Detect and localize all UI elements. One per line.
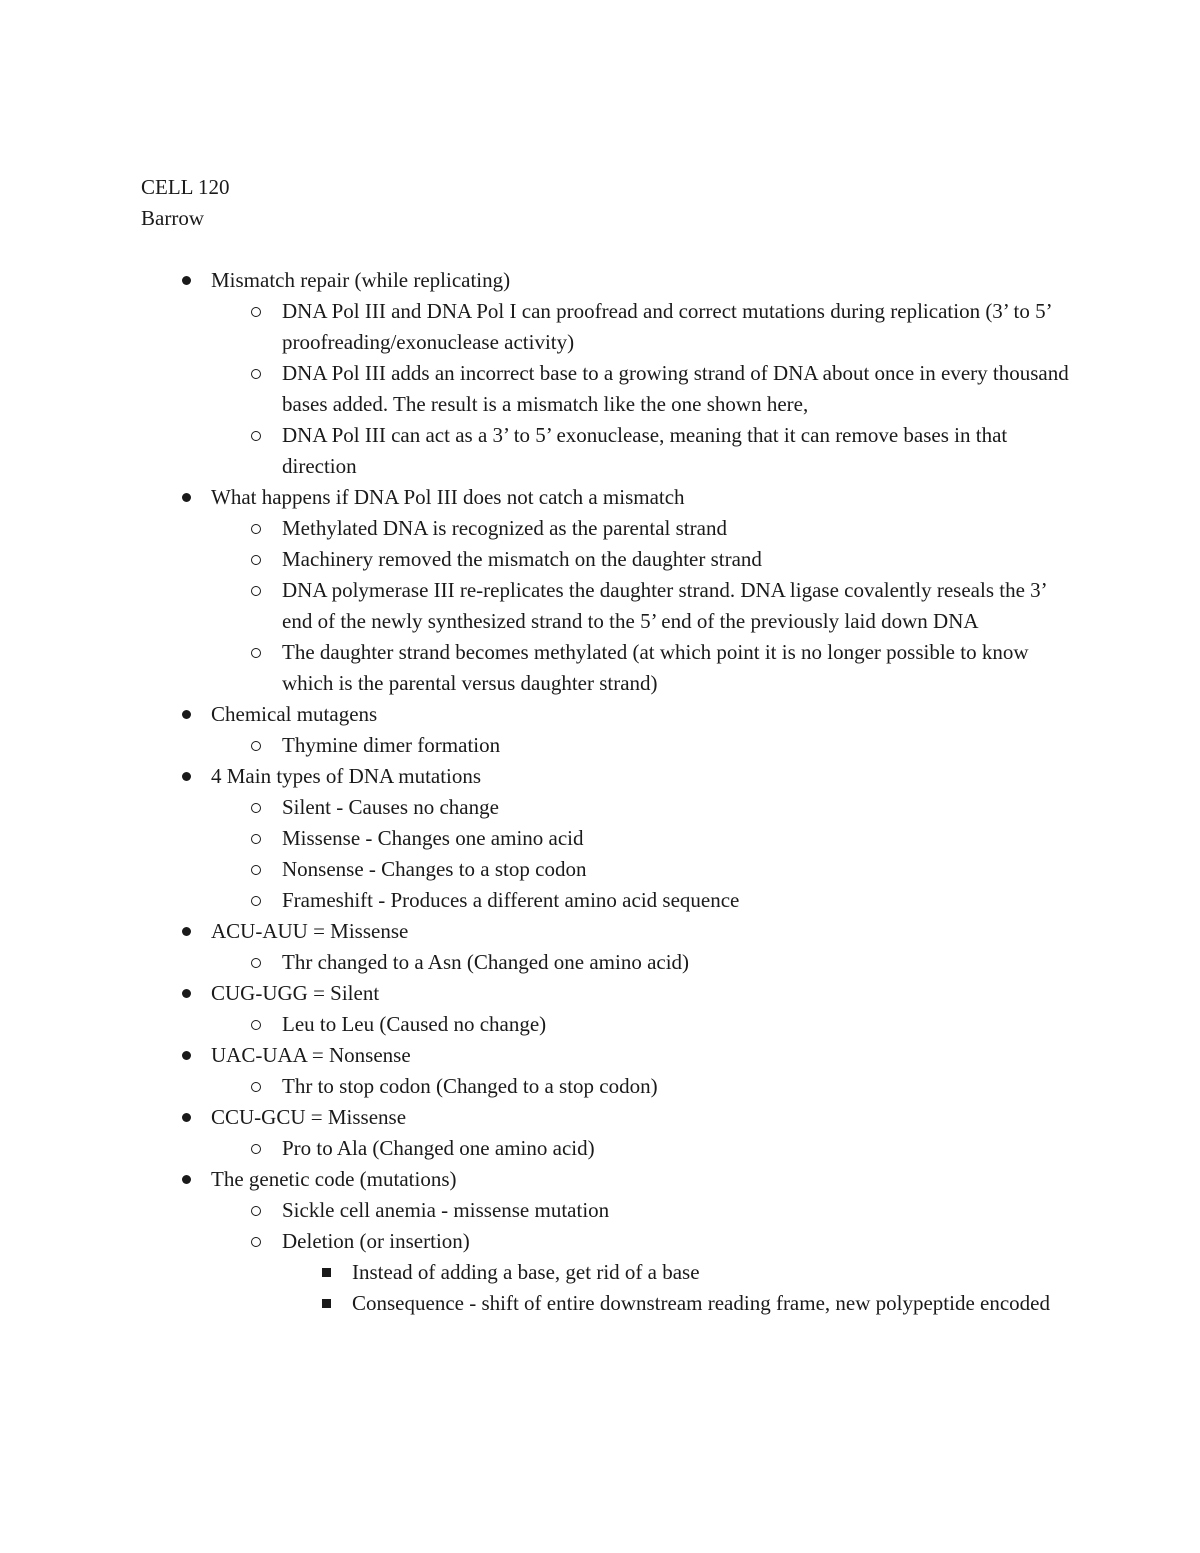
list-item: [141, 358, 1071, 420]
instructor-name: Barrow: [141, 206, 204, 230]
hollow-bullet-icon: [246, 513, 266, 544]
filled-bullet-icon: [176, 761, 196, 792]
list-item-text: Silent - Causes no change: [282, 795, 499, 819]
hollow-bullet-icon: [246, 823, 266, 854]
list-item: [141, 265, 1071, 296]
list-item-text: DNA Pol III can act as a 3’ to 5’ exonuclease, meaning that it can remove bases in that direction: [282, 423, 1008, 478]
filled-bullet-icon: [176, 978, 196, 1009]
filled-bullet-icon: [176, 482, 196, 513]
list-item-text: DNA Pol III adds an incorrect base to a growing strand of DNA about once in every thousand bases added. The result is a mismatch like the one shown here,: [282, 361, 1069, 416]
hollow-bullet-icon: [246, 637, 266, 668]
list-item: [141, 1102, 1071, 1133]
hollow-bullet-icon: [246, 575, 266, 606]
list-item: [141, 513, 1071, 544]
notes-list: [141, 265, 1071, 1319]
list-item: [141, 544, 1071, 575]
list-item: [141, 761, 1071, 792]
list-item: [141, 947, 1071, 978]
list-item: [141, 1071, 1071, 1102]
list-item: [141, 730, 1071, 761]
list-item-text: Deletion (or insertion): [282, 1229, 470, 1253]
list-item-text: The genetic code (mutations): [211, 1167, 457, 1191]
list-item: [141, 1009, 1071, 1040]
list-item-text: ACU-AUU = Missense: [211, 919, 409, 943]
filled-bullet-icon: [176, 699, 196, 730]
list-item: [141, 1133, 1071, 1164]
square-bullet-icon: [316, 1288, 336, 1319]
filled-bullet-icon: [176, 265, 196, 296]
list-item-text: Sickle cell anemia - missense mutation: [282, 1198, 610, 1222]
hollow-bullet-icon: [246, 296, 266, 327]
list-item-text: Chemical mutagens: [211, 702, 378, 726]
list-item: [141, 482, 1071, 513]
list-item: [141, 854, 1071, 885]
hollow-bullet-icon: [246, 792, 266, 823]
list-item: [141, 575, 1071, 637]
hollow-bullet-icon: [246, 420, 266, 451]
document-header: [141, 172, 229, 234]
hollow-bullet-icon: [246, 1071, 266, 1102]
list-item: [141, 823, 1071, 854]
hollow-bullet-icon: [246, 544, 266, 575]
list-item-text: 4 Main types of DNA mutations: [211, 764, 482, 788]
square-bullet-icon: [316, 1257, 336, 1288]
list-item-text: CUG-UGG = Silent: [211, 981, 380, 1005]
list-item-text: Leu to Leu (Caused no change): [282, 1012, 547, 1036]
list-item-text: Methylated DNA is recognized as the parental strand: [282, 516, 727, 540]
filled-bullet-icon: [176, 1164, 196, 1195]
list-item-text: The daughter strand becomes methylated (at which point it is no longer possible to know which is the parental versus daughter strand): [282, 640, 1029, 695]
list-item-text: CCU-GCU = Missense: [211, 1105, 407, 1129]
hollow-bullet-icon: [246, 947, 266, 978]
filled-bullet-icon: [176, 1040, 196, 1071]
list-item-text: Thr changed to a Asn (Changed one amino acid): [282, 950, 690, 974]
list-item-text: What happens if DNA Pol III does not catch a mismatch: [211, 485, 685, 509]
hollow-bullet-icon: [246, 1195, 266, 1226]
list-item-text: Missense - Changes one amino acid: [282, 826, 584, 850]
list-item: [141, 1288, 1071, 1319]
filled-bullet-icon: [176, 916, 196, 947]
list-item: [141, 1226, 1071, 1257]
list-item-text: Frameshift - Produces a different amino acid sequence: [282, 888, 740, 912]
list-item-text: Nonsense - Changes to a stop codon: [282, 857, 587, 881]
hollow-bullet-icon: [246, 885, 266, 916]
list-item-text: Thymine dimer formation: [282, 733, 501, 757]
hollow-bullet-icon: [246, 358, 266, 389]
list-item: [141, 978, 1071, 1009]
list-item: [141, 792, 1071, 823]
list-item: [141, 699, 1071, 730]
list-item: [141, 637, 1071, 699]
hollow-bullet-icon: [246, 1009, 266, 1040]
hollow-bullet-icon: [246, 730, 266, 761]
course-title: CELL 120: [141, 175, 230, 199]
filled-bullet-icon: [176, 1102, 196, 1133]
list-item: [141, 1195, 1071, 1226]
list-item: [141, 885, 1071, 916]
list-item: [141, 420, 1071, 482]
list-item-text: Thr to stop codon (Changed to a stop codon): [282, 1074, 658, 1098]
list-item-text: Mismatch repair (while replicating): [211, 268, 511, 292]
list-item: [141, 916, 1071, 947]
list-item-text: Instead of adding a base, get rid of a base: [352, 1260, 700, 1284]
list-item: [141, 1164, 1071, 1195]
list-item: [141, 1257, 1071, 1288]
list-item-text: DNA Pol III and DNA Pol I can proofread and correct mutations during replication (3’ to 5’ proofreading/exonuclease activity): [282, 299, 1052, 354]
hollow-bullet-icon: [246, 1226, 266, 1257]
hollow-bullet-icon: [246, 854, 266, 885]
list-item-text: UAC-UAA = Nonsense: [211, 1043, 411, 1067]
hollow-bullet-icon: [246, 1133, 266, 1164]
list-item: [141, 296, 1071, 358]
list-item-text: Machinery removed the mismatch on the daughter strand: [282, 547, 762, 571]
list-item-text: Consequence - shift of entire downstream reading frame, new polypeptide encoded: [352, 1291, 1051, 1315]
list-item-text: DNA polymerase III re-replicates the daughter strand. DNA ligase covalently reseals the 3’ end of the newly synthesized strand to the 5’ end of the previously laid down DNA: [282, 578, 1047, 633]
list-item: [141, 1040, 1071, 1071]
list-item-text: Pro to Ala (Changed one amino acid): [282, 1136, 595, 1160]
